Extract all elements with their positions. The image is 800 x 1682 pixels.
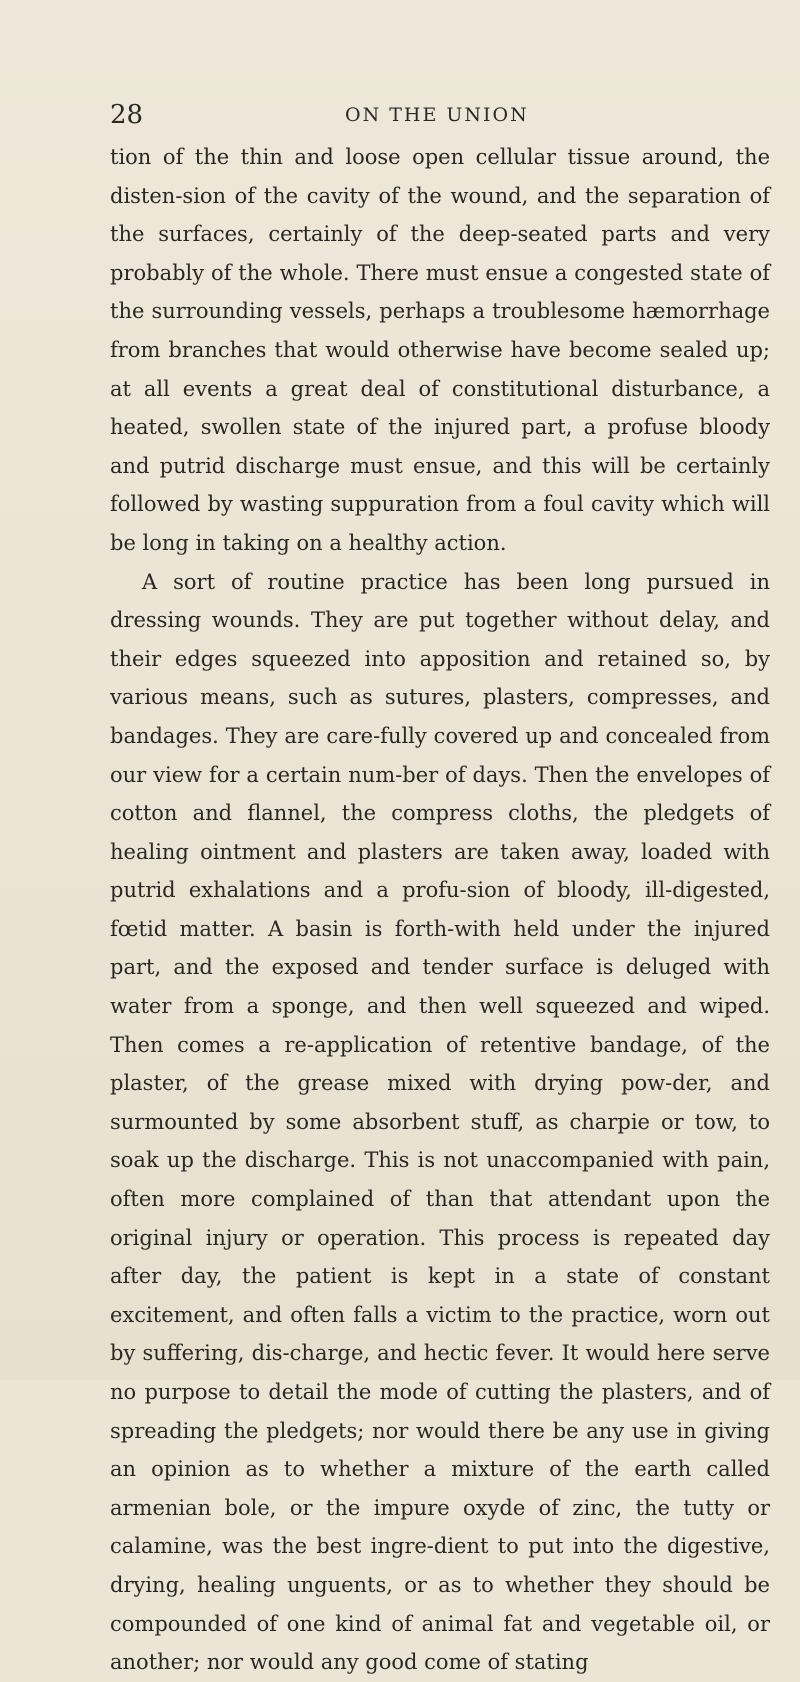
paragraph-routine-practice: A sort of routine practice has been long pursued in dressing wounds. They are put together without delay, and their edges squeezed into apposition and retained so, by various means, such as sutures, plasters, compresses, and bandages. They are care-fully covered up and concealed from our view for a certain num-ber of days. Then the envelopes of cotton and flannel, the compress cloths, the pledgets of healing ointment and plasters are taken away, loaded with putrid exhalations and a profu-sion of bloody, ill-digested, fœtid matter. A basin is forth-with held under the injured part, and the exposed and tender surface is deluged with water from a sponge, and then well squeezed and wiped. Then comes a re-application of retentive bandage, of the plaster, of the grease mixed with drying pow-der, and surmounted by some absorbent stuff, as charpie or tow, to soak up the discharge. This is not unaccompanied with pain, often more complained of than that attendant upon the original injury or operation. This process is repeated day after day, the patient is kept in a state of constant excitement, and often falls a victim to the practice, worn out by suffering, dis-charge, and hectic fever. It would here serve no purpose to detail the mode of cutting the plasters, and of spreading the pledgets; nor would there be any use in giving an opinion as to whether a mixture of the earth called armenian bole, or the impure oxyde of zinc, the tutty or calamine, was the best ingre-dient to put into the digestive, drying, healing unguents, or as to whether they should be compounded of one kind of animal fat and vegetable oil, or another; nor would any good come of stating <box>110 569 770 1675</box>
body-text <box>110 138 770 1682</box>
paragraph-continuation: tion of the thin and loose open cellular tissue around, the disten-sion of the cavity of the wound, and the separation of the surfaces, certainly of the deep-seated parts and very probably of the whole. There must ensue a congested state of the surrounding vessels, perhaps a troublesome hæmorrhage from branches that would otherwise have become sealed up; at all events a great deal of constitutional disturbance, a heated, swollen state of the injured part, a profuse bloody and putrid discharge must ensue, and this will be certainly followed by wasting suppuration from a foul cavity which will be long in taking on a healthy action. <box>110 145 770 555</box>
page-header <box>110 100 770 140</box>
running-head: ON THE UNION <box>345 104 529 126</box>
page-number: 28 <box>110 100 144 130</box>
